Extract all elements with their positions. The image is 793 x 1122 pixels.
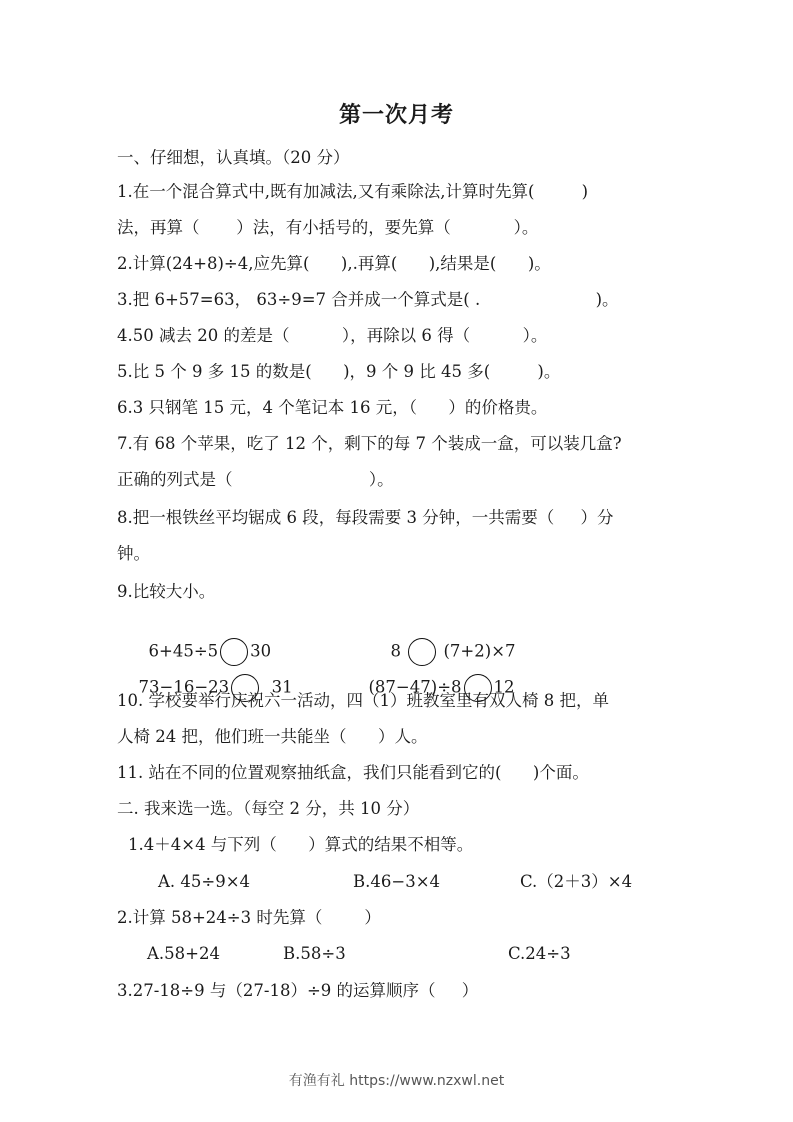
compare-right: 30: [250, 641, 272, 661]
choice-question-2: 2.计算 58+24÷3 时先算（ ）: [117, 908, 381, 927]
compare-left: (87−47)÷8: [368, 677, 462, 697]
question-10-line-2: 人椅 24 把，他们班一共能坐（ ）人。: [117, 727, 428, 746]
compare-right: (7+2)×7: [443, 641, 516, 661]
section-2-heading: 二. 我来选一选。（每空 2 分，共 10 分）: [117, 799, 420, 818]
question-10-line-1: 10. 学校要举行庆祝六一活动，四（1）班教室里有双人椅 8 把，单: [117, 691, 609, 710]
question-8-line-1: 8.把一根铁丝平均锯成 6 段，每段需要 3 分钟，一共需要（ ）分: [117, 508, 614, 527]
choice-1-option-c[interactable]: C.（2＋3）×4: [520, 872, 633, 891]
choice-question-3: 3.27-18÷9 与（27-18）÷9 的运算顺序（ ）: [117, 981, 479, 1000]
question-5: 5.比 5 个 9 多 15 的数是( )，9 个 9 比 45 多( )。: [117, 362, 561, 381]
question-1-line-1: 1.在一个混合算式中,既有加减法,又有乘除法,计算时先算( ): [117, 182, 589, 201]
question-1-line-2: 法，再算（ ）法，有小括号的，要先算（ ）。: [117, 218, 539, 237]
compare-left: 8: [390, 641, 401, 661]
choice-2-option-c[interactable]: C.24÷3: [508, 944, 571, 963]
choice-1-option-b[interactable]: B.46−3×4: [353, 872, 441, 891]
compare-left: 6+45÷5: [148, 641, 219, 661]
question-11: 11. 站在不同的位置观察抽纸盒，我们只能看到它的( )个面。: [117, 763, 589, 782]
question-3: 3.把 6+57=63， 63÷9=7 合并成一个算式是( . )。: [117, 290, 619, 309]
question-6: 6.3 只钢笔 15 元，4 个笔记本 16 元，（ ）的价格贵。: [117, 398, 548, 417]
footer-watermark: 有渔有礼 https://www.nzxwl.net: [288, 1073, 505, 1089]
question-7-line-1: 7.有 68 个苹果，吃了 12 个，剩下的每 7 个装成一盒，可以装几盒?: [117, 434, 622, 453]
page-title: 第一次月考: [338, 103, 454, 128]
choice-2-option-b[interactable]: B.58÷3: [283, 944, 346, 963]
question-8-line-2: 钟。: [117, 544, 150, 563]
choice-question-1: 1.4＋4×4 与下列（ ）算式的结果不相等。: [128, 835, 474, 854]
choice-2-option-a[interactable]: A.58+24: [147, 944, 220, 963]
question-2: 2.计算(24+8)÷4,应先算( ),.再算( ),结果是( )。: [117, 254, 551, 273]
section-1-heading: 一、仔细想，认真填。（20 分）: [117, 148, 350, 167]
compare-left: 73−16−23: [138, 677, 230, 697]
question-9: 9.比较大小。: [117, 582, 216, 601]
compare-right: 12: [493, 677, 515, 697]
question-4: 4.50 减去 20 的差是（ ），再除以 6 得（ ）。: [117, 326, 548, 345]
choice-1-option-a[interactable]: A. 45÷9×4: [158, 872, 251, 891]
compare-right: 31: [271, 677, 293, 697]
question-7-line-2: 正确的列式是（ ）。: [117, 470, 394, 489]
